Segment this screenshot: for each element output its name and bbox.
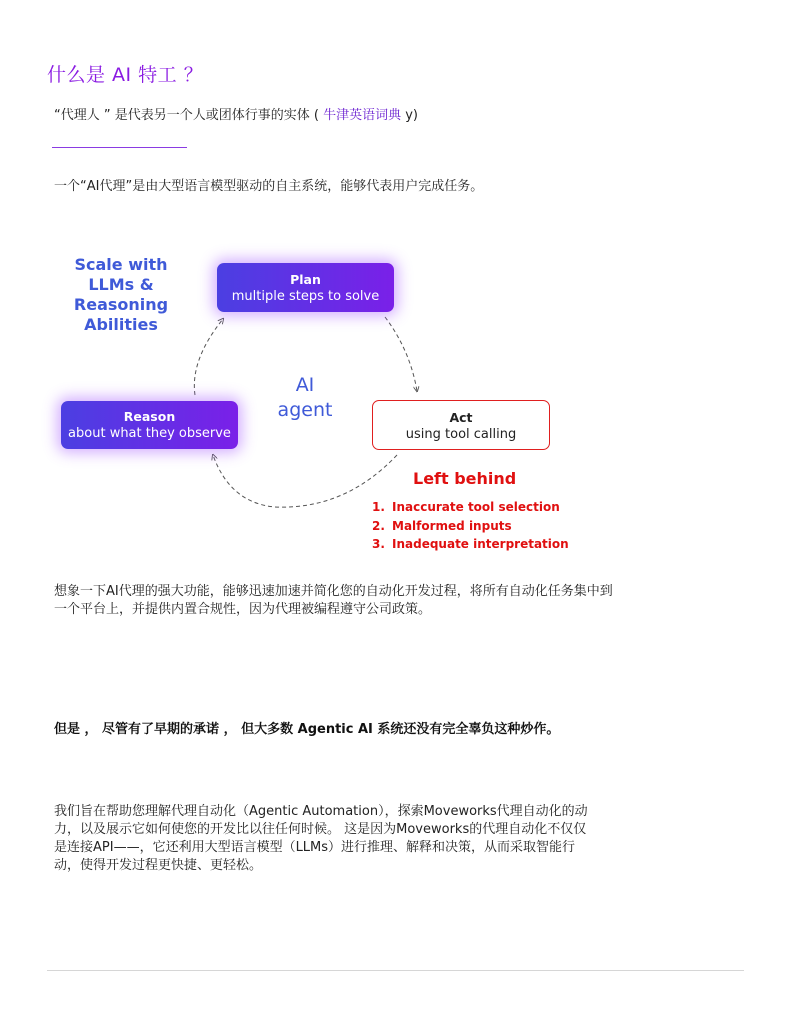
issue-number: 1. <box>372 500 385 514</box>
issue-text: Inaccurate tool selection <box>392 500 560 514</box>
issues-list <box>372 498 569 554</box>
plan-node <box>217 263 394 312</box>
footer-divider <box>47 970 744 971</box>
definition-text: “代理人 ” 是代表另一个人或团体行事的实体 ( <box>54 108 319 123</box>
scale-caption: Scale with LLMs & Reasoning Abilities <box>73 255 169 334</box>
act-title: Act <box>449 410 473 425</box>
section-divider <box>52 147 187 148</box>
issue-text: Malformed inputs <box>392 518 512 533</box>
arrow-plan-to-act <box>385 317 417 391</box>
definition-suffix: y) <box>401 108 419 123</box>
reason-title: Reason <box>123 409 176 424</box>
ai-agent-diagram <box>55 245 575 565</box>
arrow-act-to-reason <box>213 455 397 507</box>
issue-number: 2. <box>372 518 385 533</box>
left-behind-heading: Left behind <box>413 469 517 488</box>
hype-paragraph: 但是 ， 尽管有了早期的承诺 ， 但大多数 Agentic AI 系统还没有完全辜负这种炒作。 <box>54 722 560 737</box>
issue-item <box>372 498 569 517</box>
ai-label-line1: AI <box>295 374 315 396</box>
intro-paragraph: 一个“AI代理”是由大型语言模型驱动的自主系统，能够代表用户完成任务。 <box>54 179 484 194</box>
issue-item <box>372 535 569 554</box>
ai-agent-label <box>267 373 343 423</box>
act-subtitle: using tool calling <box>405 427 517 442</box>
issue-item <box>372 517 569 536</box>
ai-label-line2: agent <box>277 399 333 421</box>
benefits-paragraph: 想象一下AI代理的强大功能，能够迅速加速并简化您的自动化开发过程，将所有自动化任务集中到一个平台上，并提供内置合规性，因为代理被编程遵守公司政策。 <box>54 584 613 617</box>
plan-title: Plan <box>290 272 321 287</box>
arrow-reason-to-plan <box>194 319 223 395</box>
reason-node <box>61 401 238 449</box>
moveworks-paragraph: 我们旨在帮助您理解代理自动化（Agentic Automation），探索Moveworks代理自动化的动力，以及展示它如何使您的开发比以往任何时候。 这是因为Moveworks的代理自动化不仅仅是连接API——，它还利用大型语言模型（LLMs）进行推理、解释和决策，从而采取智能行动，使得开发过程更快捷、更轻松。 <box>54 804 588 873</box>
definition-line <box>54 104 418 123</box>
plan-subtitle: multiple steps to solve <box>231 289 380 304</box>
act-node <box>372 400 550 450</box>
reason-subtitle: about what they observe <box>68 426 231 441</box>
dictionary-link[interactable]: 牛津英语词典 <box>323 108 402 123</box>
issue-text: Inadequate interpretation <box>392 537 569 551</box>
page-title: 什么是 AI 特工 ？ <box>47 64 204 86</box>
issue-number: 3. <box>372 537 385 551</box>
